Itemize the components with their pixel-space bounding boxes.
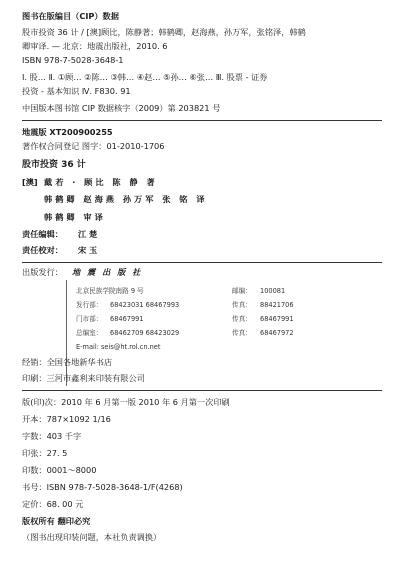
authors: 戴若 · 顾比 陈 静 著 <box>44 177 158 187</box>
postcode-value: 100081 <box>260 287 286 295</box>
publisher-logo-text: 地 震 出 版 社 <box>72 267 143 277</box>
publisher-label: 出版发行： <box>22 267 63 277</box>
copyright-registration: 著作权合同登记 图字：01-2010-1706 <box>22 141 165 151</box>
sales-dept-label: 发行部： <box>76 301 103 309</box>
cip-line-2: 卿审译. — 北京：地震出版社，2010. 6 <box>22 41 168 51</box>
rights-heading: 版权所有 翻印必究 <box>22 516 91 526</box>
distributor: 经销：全国各地新华书店 <box>22 357 113 367</box>
spec-edition: 版(印)次：2010 年 6 月第一版 2010 年 6 月第一次印刷 <box>22 397 230 407</box>
fax-value: 68467972 <box>260 329 294 337</box>
spec-book-number: 书号：ISBN 978-7-5028-3648-1/F(4268) <box>22 482 183 492</box>
fax-value: 68467991 <box>260 315 294 323</box>
cip-heading: 图书在版编目（CIP）数据 <box>22 11 119 21</box>
cip-isbn: ISBN 978-7-5028-3648-1 <box>22 55 124 65</box>
spec-word-count: 字数：403 千字 <box>22 431 82 441</box>
retail-dept-label: 门市部： <box>76 315 103 323</box>
fax-value: 88421706 <box>260 301 294 309</box>
editor-label: 责任编辑： <box>22 229 63 239</box>
publisher-email: E-mail: seis@ht.rol.cn.net <box>76 343 161 351</box>
cip-line-5: 投资 - 基本知识 Ⅳ. F830. 91 <box>22 86 131 96</box>
fax-label: 传真： <box>232 329 252 337</box>
retail-dept-phone: 68467991 <box>110 315 144 323</box>
divider <box>22 120 382 121</box>
editor-name: 江 楚 <box>78 229 98 239</box>
proofreader-label: 责任校对： <box>22 245 63 255</box>
printer: 印刷：三河市鑫利来印装有限公司 <box>22 373 145 383</box>
editorial-office-phone: 68462709 68423029 <box>110 329 180 337</box>
editorial-office-label: 总编室： <box>76 329 103 337</box>
spec-format: 开本：787×1092 1/16 <box>22 414 111 424</box>
sidebar-rule <box>66 280 67 386</box>
divider <box>22 262 382 263</box>
sales-dept-phone: 68423031 68467993 <box>110 301 180 309</box>
cip-line-6: 中国版本图书馆 CIP 数据核字（2009）第 203821 号 <box>22 103 221 113</box>
spec-print-run: 印数：0001～8000 <box>22 465 97 475</box>
fax-label: 传真： <box>232 301 252 309</box>
spec-sheets: 印张：27. 5 <box>22 448 68 458</box>
spec-price: 定价：68. 00 元 <box>22 499 84 509</box>
proofreader-name: 宋 玉 <box>78 245 98 255</box>
edition-code: 地震版 XT200900255 <box>22 127 113 137</box>
cip-line-1: 股市投资 36 计 / [澳]顾比，陈静著；韩鹤卿，赵海燕，孙万军，张铭泽，韩鹤 <box>22 27 306 37</box>
fax-label: 传真： <box>232 315 252 323</box>
rights-note: （图书出现印装问题，本社负责调换） <box>22 532 162 542</box>
translators: 韩鹤卿 赵海燕 孙万军 张 铭 译 <box>44 194 208 204</box>
authors-prefix: [澳] <box>22 177 38 187</box>
cip-line-4: Ⅰ. 股… Ⅱ. ①顾… ②陈… ③韩… ④赵… ⑤孙… ⑥张… Ⅲ. 股票 - 证券 <box>22 72 268 82</box>
book-title: 股市投资 36 计 <box>22 160 86 170</box>
postcode-label: 邮编： <box>232 287 252 295</box>
reviewer: 韩鹤卿 审译 <box>44 212 106 222</box>
publisher-address: 北京民族学院南路 9 号 <box>76 287 144 295</box>
divider <box>22 390 382 391</box>
